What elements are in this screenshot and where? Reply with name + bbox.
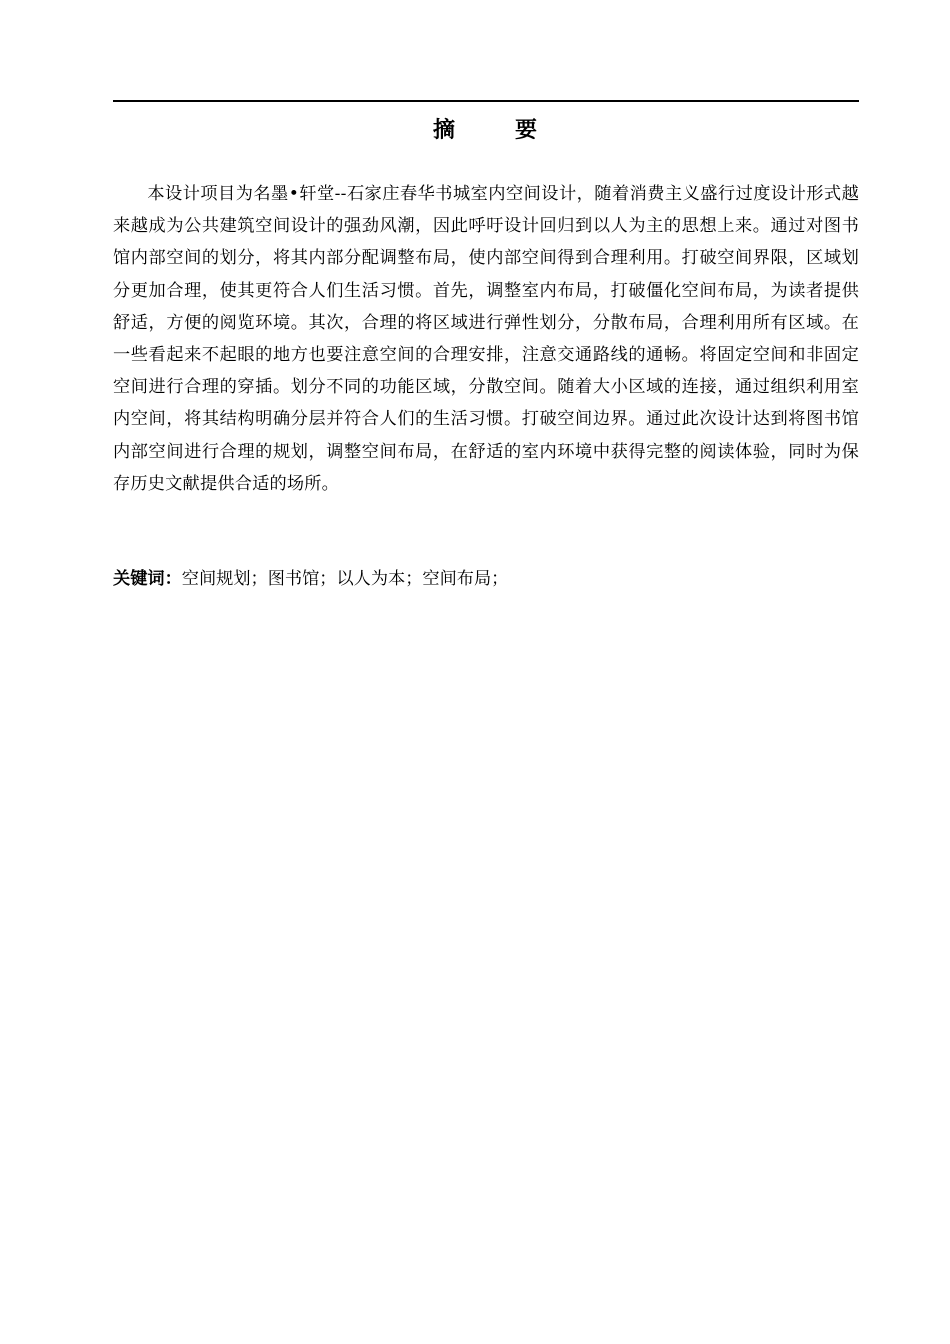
abstract-paragraph: 本设计项目为名墨•轩堂--石家庄春华书城室内空间设计，随着消费主义盛行过度设计形式越来越成为公共建筑空间设计的强劲风潮，因此呼吁设计回归到以人为主的思想上来。通过对图书馆内部空间的划分，将其内部分配调整布局，使内部空间得到合理利用。打破空间界限，区域划分更加合理，使其更符合人们生活习惯。首先，调整室内布局，打破僵化空间布局，为读者提供舒适，方便的阅览环境。其次，合理的将区域进行弹性划分，分散布局，合理利用所有区域。在一些看起来不起眼的地方也要注意空间的合理安排，注意交通路线的通畅。将固定空间和非固定空间进行合理的穿插。划分不同的功能区域，分散空间。随着大小区域的连接，通过组织利用室内空间，将其结构明确分层并符合人们的生活习惯。打破空间边界。通过此次设计达到将图书馆内部空间进行合理的规划，调整空间布局，在舒适的室内环境中获得完整的阅读体验，同时为保存历史文献提供合适的场所。 [113, 184, 859, 494]
page-title: 摘 要 [433, 118, 539, 143]
keywords-line [113, 564, 859, 594]
keywords-text: 空间规划；图书馆；以人为本；空间布局； [181, 569, 509, 589]
keywords-label: 关键词： [113, 569, 182, 589]
header-rule [113, 100, 859, 102]
